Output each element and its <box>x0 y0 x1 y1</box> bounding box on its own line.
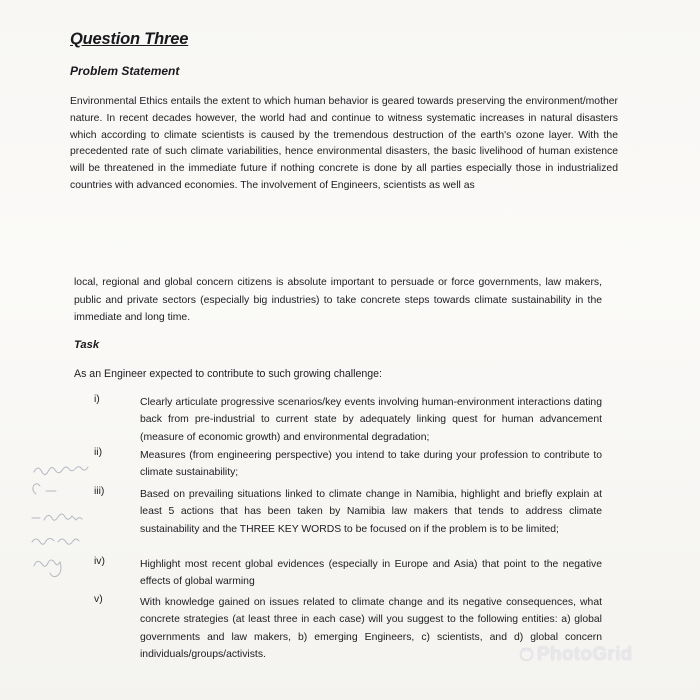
task-heading: Task <box>74 339 100 351</box>
task-item-number: ii) <box>94 447 103 458</box>
photogrid-logo-icon <box>518 645 535 662</box>
task-item-number: iii) <box>94 486 105 497</box>
task-item-text: Based on prevailing situations linked to climate change in Namibia, highlight and briefly explain at least 5 actions that has been taken by Namibia law makers that tends to address climate sustainability and the THREE KEY WORDS to be focused on if the problem is to be limited; <box>140 489 602 535</box>
problem-statement-paragraph-2: local, regional and global concern citizens is absolute important to persuade or force governments, law makers, public and private sectors (especially big industries) to take concrete steps towards climate sustainability in the immediate and long time. <box>74 277 602 324</box>
task-item-number: i) <box>94 394 100 405</box>
task-item-number: v) <box>94 594 103 605</box>
task-item-text: Clearly articulate progressive scenarios/key events involving human-environment interactions dating back from pre-industrial to current state by adequately linking quest for human advancement (measure of economic growth) and environmental degradation; <box>140 397 602 443</box>
photogrid-watermark <box>518 644 633 666</box>
task-intro: As an Engineer expected to contribute to such growing challenge: <box>74 368 383 380</box>
problem-statement-paragraph-1: Environmental Ethics entails the extent to which human behavior is geared towards preserving the environment/mother nature. In recent decades however, the world had and continue to witness systematic increases in natural disasters which according to climate scientists is caused by the tremendous destruction of the earth's ozone layer. With the precedented rate of such climate variabilities, hence environmental disasters, the basic livelihood of human existence will be threatened in the immediate future if nothing concrete is done by all parties especially those in industrialized countries with advanced economies. The involvement of Engineers, scientists as well as <box>70 96 618 191</box>
problem-statement-heading: Problem Statement <box>70 64 180 78</box>
watermark-text: PhotoGrid <box>537 644 633 665</box>
task-item-text: Highlight most recent global evidences (especially in Europe and Asia) that point to the negative effects of global warming <box>140 559 602 588</box>
pencil-margin-notes <box>28 458 108 578</box>
question-title: Question Three <box>70 30 189 48</box>
task-item-text: Measures (from engineering perspective) you intend to take during your profession to contribute to climate sustainability; <box>140 450 602 479</box>
task-item-text: With knowledge gained on issues related to climate change and its negative consequences, what concrete strategies (at least three in each case) will you suggest to the following entities: a) global governments and law makers, b) emerging Engineers, c) scientists, and d) global concern individuals/groups/activists. <box>140 597 602 661</box>
task-item-number: iv) <box>94 556 105 567</box>
